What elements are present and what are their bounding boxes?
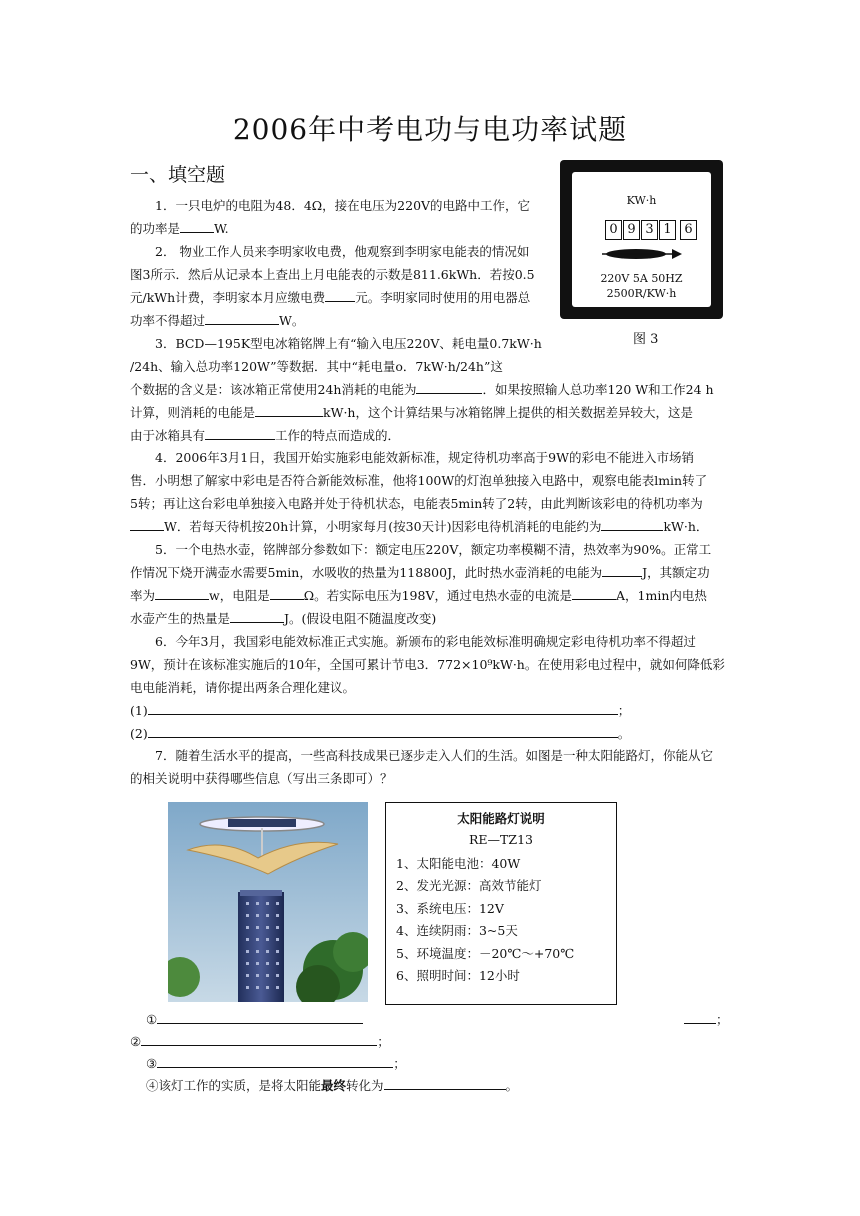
q6-line-2: 9W，预计在该标准实施后的10年，全国可累计节电3．772×10⁹kW·h。在使用彩电过程中，就如何降低彩 (130, 657, 725, 672)
meter-specs: 220V 5A 50HZ (600, 272, 683, 285)
answer-2[interactable]: ② ； (130, 1030, 390, 1053)
answer-4[interactable]: ④该灯工作的实质，是将太阳能最终转化为 。 (146, 1074, 518, 1097)
emphasis-text: 最终 (321, 1078, 347, 1093)
q2-line-4: 功率不得超过 W。 (130, 309, 550, 332)
meter-unit: KW·h (626, 194, 657, 207)
q3-line-2: /24h、输入总功率120W”等数据．其中“耗电量o．7kW·h/24h”这 (130, 359, 503, 374)
meter-digit: 6 (680, 220, 697, 240)
meter-digit: 1 (659, 220, 676, 240)
question-7 (130, 744, 730, 790)
meter-digit: 9 (623, 220, 640, 240)
question-5 (130, 538, 730, 630)
question-1 (130, 194, 550, 240)
spec-item: 3、系统电压：12V (396, 901, 504, 916)
q3-line-1: 3．BCD—195K型电冰箱铭牌上有“输入电压220V、耗电量0.7kW·h (155, 336, 542, 351)
spec-item: 4、连续阴雨：3~5天 (396, 923, 518, 938)
answer-3[interactable]: ③ ； (146, 1052, 406, 1075)
q5-line-1: 5．一个电热水壶，铭牌部分参数如下：额定电压220V，额定功率模糊不清，热效率为90%。正常工 (155, 542, 712, 557)
spec-item: 5、环境温度：－20℃～+70℃ (396, 946, 575, 961)
q1-line-1: 1．一只电炉的电阻为48．4Ω，接在电压为220V的电路中工作，它 (155, 198, 531, 213)
question-4 (130, 446, 730, 538)
q5-line-3: 率为 w，电阻是 Ω。若实际电压为198V，通过电热水壶的电流是 A，1min内电热 (130, 584, 730, 607)
question-2 (130, 240, 550, 332)
q6-answer-2[interactable]: (2) 。 (130, 722, 730, 745)
q7-line-2: 的相关说明中获得哪些信息（写出三条即可）？ (130, 771, 393, 786)
meter-disc-arrow-icon (600, 246, 684, 262)
question-3 (130, 332, 730, 447)
q5-line-4: 水壶产生的热量是 J。(假设电阻不随温度改变) (130, 607, 730, 630)
q2-line-1: 2． 物业工作人员来李明家收电费，他观察到李明家电能表的情况如 (155, 244, 530, 259)
spec-item: 6、照明时间：12小时 (396, 968, 520, 983)
q3-line-4: 计算，则消耗的电能是 kW·h，这个计算结果与冰箱铭牌上提供的相关数据差异较大，这是 (130, 401, 730, 424)
q4-line-4: W．若每天待机按20h计算，小明家每月(按30天计)因彩电待机消耗的电能约为 kW·h． (130, 515, 730, 538)
q6-answer-1[interactable]: (1) ； (130, 699, 730, 722)
solar-street-lamp-image (168, 802, 368, 1002)
answer-1-end[interactable]: ； (684, 1008, 729, 1031)
q6-line-1: 6．今年3月，我国彩电能效标准正式实施。新颁布的彩电能效标准明确规定彩电待机功率不得超过 (155, 634, 696, 649)
solar-lamp-spec-box (385, 802, 617, 1005)
meter-digit: 0 (605, 220, 622, 240)
electricity-meter-figure (560, 160, 723, 319)
spec-item: 1、太阳能电池：40W (396, 856, 521, 871)
q4-line-3: 5转；再让这台彩电单独接入电路并处于待机状态，电能表5min转了2转，由此判断该彩电的待机功率为 (130, 496, 703, 511)
q4-line-2: 售．小明想了解家中彩电是否符合新能效标准，他将100W的灯泡单独接入电路中，观察电能表lmin转了 (130, 473, 708, 488)
q1-line-2: 的功率是 W. (130, 217, 550, 240)
meter-digits (605, 220, 697, 240)
q6-line-3: 电电能消耗，请你提出两条合理化建议。 (130, 680, 356, 695)
section-heading: 一、填空题 (130, 164, 226, 186)
q7-line-1: 7．随着生活水平的提高，一些高科技成果已逐步走入人们的生活。如图是一种太阳能路灯，你能从它 (155, 748, 713, 763)
figure-caption: 图 3 (633, 332, 659, 347)
page-title: 2006年中考电功与电功率试题 (232, 113, 628, 146)
answer-1[interactable]: ① (146, 1008, 363, 1031)
meter-constant: 2500R/KW·h (606, 287, 677, 300)
q4-line-1: 4．2006年3月1日，我国开始实施彩电能效新标准，规定待机功率高于9W的彩电不能进入市场销 (155, 450, 694, 465)
q3-line-3: 个数据的含义是：该冰箱正常使用24h消耗的电能为 ．如果按照输人总功率120 W和工作24 h (130, 378, 730, 401)
q2-line-3: 元/kWh计费，李明家本月应缴电费 元。李明家同时使用的用电器总 (130, 286, 550, 309)
spec-box-model: RE—TZ13 (469, 832, 533, 847)
q3-line-5: 由于冰箱具有 工作的特点而造成的． (130, 424, 730, 447)
question-6 (130, 630, 730, 745)
spec-box-title: 太阳能路灯说明 (457, 811, 545, 826)
q5-line-2: 作情况下烧开满壶水需要5min，水吸收的热量为118800J，此时热水壶消耗的电能为 J，其额定功 (130, 561, 730, 584)
spec-item: 2、发光光源：高效节能灯 (396, 878, 542, 893)
q2-line-2: 图3所示．然后从记录本上查出上月电能表的示数是811.6kWh．若按0.5 (130, 267, 535, 282)
meter-digit: 3 (641, 220, 658, 240)
